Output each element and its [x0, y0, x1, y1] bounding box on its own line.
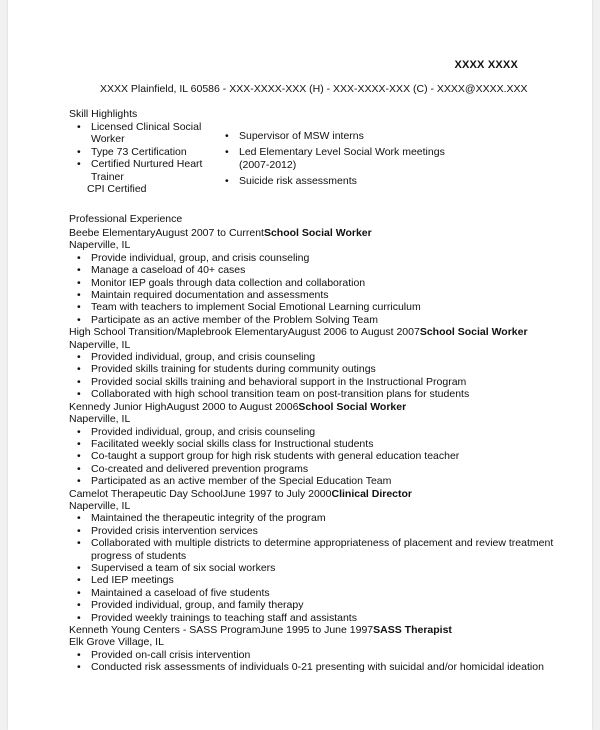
job-role: School Social Worker	[298, 400, 407, 413]
job-duties	[77, 351, 569, 401]
skills-list-right	[225, 130, 465, 192]
job-location: Elk Grove Village, IL	[69, 636, 164, 649]
duty-item: • Provide individual, group, and crisis counseling	[77, 252, 569, 264]
duty-item: • Provided weekly trainings to teaching staff and assistants	[77, 612, 569, 624]
duty-item: • Co-created and delivered prevention programs	[77, 463, 569, 475]
duty-item: • Provided on-call crisis intervention	[77, 649, 569, 661]
skills-list-left	[77, 121, 225, 195]
duty-item: • Conducted risk assessments of individuals 0-21 presenting with suicidal and/or homicidal ideation	[77, 661, 569, 673]
job-org-dates: Kennedy Junior HighAugust 2000 to August 2006	[69, 400, 299, 413]
job-org-dates: Camelot Therapeutic Day SchoolJune 1997 to July 2000	[69, 487, 332, 500]
contact-line: XXXX Plainfield, IL 60586 - XXX-XXXX-XXX (H) - XXX-XXXX-XXX (C) - XXXX@XXXX.XXX	[100, 83, 528, 95]
duty-item: • Manage a caseload of 40+ cases	[77, 264, 569, 276]
job-location: Naperville, IL	[69, 338, 131, 351]
job-role: SASS Therapist	[373, 624, 452, 636]
job-duties	[77, 426, 569, 488]
skill-item: • Type 73 Certification	[77, 146, 225, 158]
duty-item: • Maintained the therapeutic integrity of the program	[77, 512, 569, 524]
duty-item: • Provided skills training for students during community outings	[77, 363, 569, 375]
duty-item: • Participate as an active member of the Problem Solving Team	[77, 314, 569, 326]
experience-heading: Professional Experience	[69, 213, 183, 225]
job-heading	[69, 227, 569, 239]
duty-item: • Monitor IEP goals through data collection and collaboration	[77, 277, 569, 289]
job-heading	[69, 326, 569, 338]
job-location: Naperville, IL	[69, 413, 131, 426]
duty-item: • Provided individual, group, and family therapy	[77, 599, 569, 611]
experience-section	[69, 227, 569, 674]
duty-item: • Led IEP meetings	[77, 574, 569, 586]
job-org-dates: Kenneth Young Centers - SASS ProgramJune 1995 to June 1997	[69, 624, 374, 636]
skill-item: • Licensed Clinical Social Worker	[77, 121, 225, 146]
skills-heading: Skill Highlights	[69, 108, 138, 120]
job-heading	[69, 401, 569, 413]
skill-item-extra: CPI Certified	[87, 183, 147, 196]
job-role: School Social Worker	[263, 227, 372, 239]
duty-item: • Participated as an active member of the Special Education Team	[77, 475, 569, 487]
job-org-dates: High School Transition/Maplebrook ElementaryAugust 2006 to August 2007	[69, 326, 420, 339]
duty-item: • Team with teachers to implement Social Emotional Learning curriculum	[77, 301, 569, 313]
job-location: Naperville, IL	[69, 499, 131, 512]
duty-item: • Provided social skills training and behavioral support in the Instructional Program	[77, 376, 569, 388]
job-duties	[77, 252, 569, 326]
applicant-name: XXXX XXXX	[454, 59, 518, 71]
duty-item: • Collaborated with high school transition team on post-transition plans for students	[77, 388, 569, 400]
duty-item: • Provided individual, group, and crisis counseling	[77, 351, 569, 363]
job-role: Clinical Director	[331, 487, 413, 500]
duty-item: • Maintained a caseload of five students	[77, 587, 569, 599]
job-location: Naperville, IL	[69, 239, 131, 252]
job-role: School Social Worker	[419, 326, 528, 339]
duty-item: • Co-taught a support group for high risk students with general education teacher	[77, 450, 569, 462]
job-heading	[69, 488, 569, 500]
job-duties	[77, 649, 569, 674]
duty-item: • Supervised a team of six social workers	[77, 562, 569, 574]
duty-item: • Facilitated weekly social skills class for Instructional students	[77, 438, 569, 450]
skill-item: • Certified Nurtured Heart Trainer	[77, 158, 225, 183]
job-duties	[77, 512, 569, 624]
duty-item: • Provided individual, group, and crisis counseling	[77, 426, 569, 438]
skill-item: • Led Elementary Level Social Work meetings (2007-2012)	[225, 146, 465, 171]
resume-page	[8, 0, 592, 730]
skill-item: • Supervisor of MSW interns	[225, 130, 465, 142]
duty-item: • Provided crisis intervention services	[77, 525, 569, 537]
skill-item: • Suicide risk assessments	[225, 175, 465, 187]
job-org-dates: Beebe ElementaryAugust 2007 to Current	[69, 227, 264, 239]
duty-item: • Maintain required documentation and assessments	[77, 289, 569, 301]
duty-item: • Collaborated with multiple districts to determine appropriateness of placement and review treatment progress of students	[77, 537, 569, 562]
job-heading	[69, 624, 569, 636]
